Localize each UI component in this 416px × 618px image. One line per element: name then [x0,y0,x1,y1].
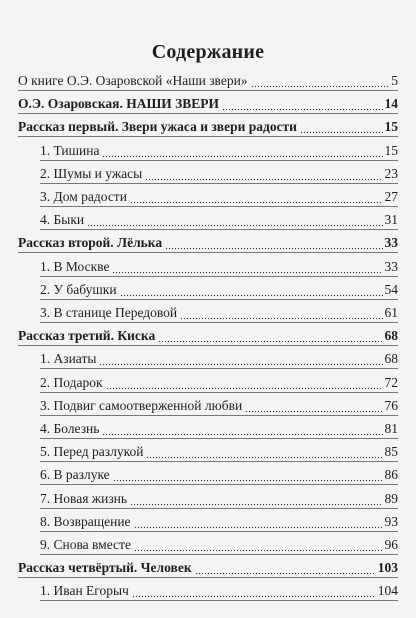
toc-page-number: 76 [384,397,398,413]
dot-leader [106,374,383,392]
toc-entry-label: 4. Болезнь [40,421,100,436]
toc-section-entry [18,323,398,345]
toc-page-number: 93 [384,513,398,529]
dot-leader [130,490,382,508]
dot-leader [158,327,382,345]
toc-chapter-entry [40,346,398,368]
toc-page-number: 15 [384,142,398,158]
toc-entry-label: 3. Дом радости [40,189,127,204]
dot-leader [145,165,382,183]
toc-chapter-entry [40,486,398,508]
toc-chapter-entry [40,439,398,461]
toc-chapter-entry [40,161,398,183]
toc-page-number: 61 [384,305,398,320]
toc-chapter-entry [40,277,398,299]
toc-chapter-entry [40,578,398,600]
toc-entry-label: 1. В Москве [40,258,110,274]
toc-page-number: 31 [384,212,398,228]
toc-page-number: 81 [384,421,398,436]
dot-leader [180,304,382,322]
dot-leader [251,72,390,90]
dot-leader [134,513,383,531]
toc-chapter-entry [40,509,398,531]
toc-entry-label: 4. Быки [40,212,85,228]
dot-leader [112,258,382,276]
dot-leader [245,397,382,415]
toc-chapter-entry [40,532,398,554]
toc-section-entry [18,230,398,252]
toc-chapter-entry [40,300,398,322]
toc-entry-label: 9. Снова вместе [40,537,131,552]
toc-page-number: 85 [384,444,398,460]
dot-leader [132,582,376,600]
dot-leader [146,443,382,461]
dot-leader [134,536,383,554]
toc-section-entry [18,114,398,136]
toc-page-number: 104 [377,583,398,599]
toc-chapter-entry [40,393,398,415]
dot-leader [130,188,383,206]
page-title: Содержание [151,41,265,63]
dot-leader [102,420,382,438]
toc-entry-label: 2. Шумы и ужасы [40,165,143,181]
toc-entry-label: О книге О.Э. Озаровской «Наши звери» [18,73,248,88]
toc-entry-label: 5. Перед разлукой [40,444,144,460]
toc-chapter-entry [40,254,398,276]
dot-leader [195,559,376,577]
toc-entry-label: О.Э. Озаровская. НАШИ ЗВЕРИ [18,96,220,112]
toc-page-number: 68 [384,328,398,344]
dot-leader [113,466,383,484]
toc-entry-label: 2. Подарок [40,374,103,390]
dot-leader [165,234,382,252]
toc-entry-label: Рассказ четвёртый. Человек [18,560,192,576]
toc-entry-label: 6. В разлуке [40,467,110,483]
toc-entry-label: Рассказ второй. Лёлька [18,235,163,251]
toc-chapter-entry [40,416,398,438]
dot-leader [120,281,383,299]
dot-leader [222,95,382,113]
toc-section-entry [18,555,398,577]
toc-entry-label: 1. Азиаты [40,351,97,367]
toc-chapter-entry [40,462,398,484]
toc-chapter-entry [40,138,398,160]
toc-chapter-entry [40,184,398,206]
toc-page-number: 72 [384,374,398,390]
dot-leader [99,350,382,368]
toc-page-number: 5 [391,73,398,88]
dot-leader [300,118,383,136]
dot-leader [87,211,382,229]
toc-entry-label: 1. Тишина [40,142,100,158]
toc-entry-label: 3. Подвиг самоотверженной любви [40,397,243,413]
toc-entry-label: 3. В станице Передовой [40,305,178,320]
toc-entry-label: Рассказ первый. Звери ужаса и звери радости [18,119,297,135]
toc-page-number: 27 [384,189,398,204]
toc-page-number: 54 [384,281,398,297]
toc-page-number: 68 [384,351,398,367]
toc-section-entry [18,68,398,90]
entry-separator [40,600,398,601]
toc-page-number: 86 [384,467,398,483]
toc-entry-label: 1. Иван Егорыч [40,583,129,599]
toc-chapter-entry [40,207,398,229]
toc-page-number: 15 [384,119,398,135]
toc-page-number: 103 [377,560,398,576]
toc-chapter-entry [40,370,398,392]
dot-leader [102,142,382,160]
toc-entry-label: 2. У бабушки [40,281,117,297]
toc-page-number: 33 [384,235,398,251]
toc-page-number: 33 [384,258,398,274]
toc-entry-label: 8. Возвращение [40,513,131,529]
toc-page-number: 89 [384,490,398,506]
toc-page-number: 14 [384,96,398,112]
toc-entry-label: 7. Новая жизнь [40,490,128,506]
toc-page-number: 96 [384,537,398,552]
toc-entry-label: Рассказ третий. Киска [18,328,156,344]
toc-page-number: 23 [384,165,398,181]
toc-section-entry [18,91,398,113]
